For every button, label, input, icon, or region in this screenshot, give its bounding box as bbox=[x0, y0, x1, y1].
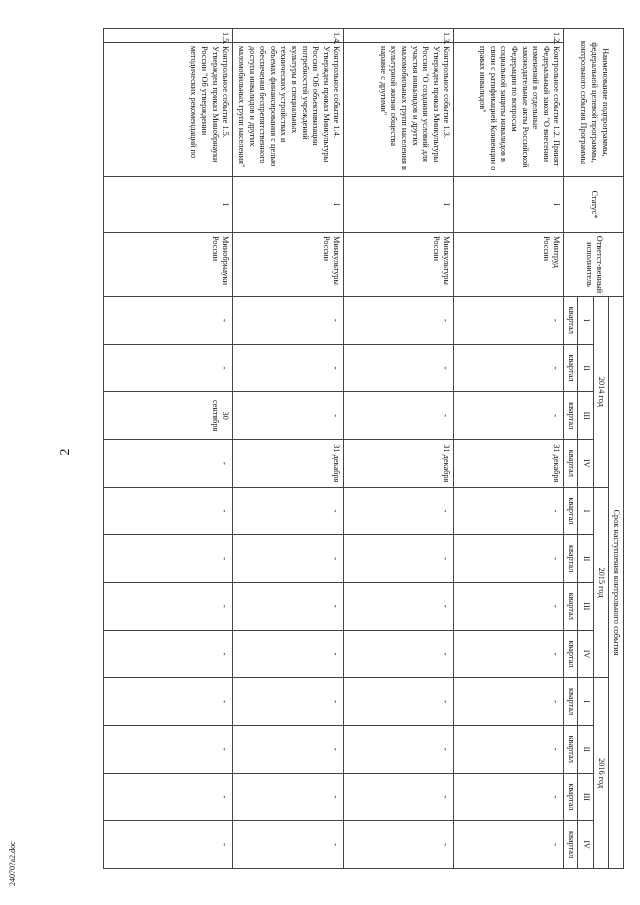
table-row bbox=[233, 29, 344, 869]
empty-cell: - bbox=[233, 392, 344, 440]
empty-cell: - bbox=[344, 678, 454, 726]
page-number: 2 bbox=[58, 448, 73, 456]
empty-cell: - bbox=[104, 630, 233, 678]
responsible-executor: Минтруд России bbox=[454, 233, 564, 297]
empty-cell: - bbox=[104, 439, 233, 487]
quarter-label: квартал bbox=[564, 630, 578, 678]
quarter-number: I bbox=[578, 678, 594, 726]
empty-cell: - bbox=[233, 725, 344, 773]
empty-cell: - bbox=[104, 297, 233, 345]
empty-cell: - bbox=[344, 630, 454, 678]
col-name-header: Наименование подпрограммы, федеральной целевой программы, контрольного события Программы bbox=[564, 29, 624, 177]
empty-cell: - bbox=[104, 582, 233, 630]
empty-cell: - bbox=[454, 630, 564, 678]
empty-cell: - bbox=[344, 582, 454, 630]
table-body bbox=[104, 29, 564, 869]
event-name: Контрольное событие 1.3. Утвержден приказ Минкультуры России "О создании условий для участия инвалидов и других маломобильных групп населения в культурной жизни общества наравне с другими" bbox=[344, 43, 454, 177]
quarter-label: квартал bbox=[564, 678, 578, 726]
quarter-label: квартал bbox=[564, 725, 578, 773]
empty-cell: - bbox=[344, 344, 454, 392]
deadline-date: 31 декабря bbox=[233, 439, 344, 487]
year-header: 2016 год bbox=[594, 678, 609, 869]
responsible-executor: Минкультуры России bbox=[344, 233, 454, 297]
empty-cell: - bbox=[454, 725, 564, 773]
row-number: 1.4. bbox=[233, 29, 344, 43]
quarter-label: квартал bbox=[564, 535, 578, 583]
row-number: 1.3. bbox=[344, 29, 454, 43]
empty-cell: - bbox=[344, 535, 454, 583]
quarter-label: квартал bbox=[564, 297, 578, 345]
empty-cell: - bbox=[454, 678, 564, 726]
responsible-executor: Минобрнауки России bbox=[104, 233, 233, 297]
empty-cell: - bbox=[454, 535, 564, 583]
empty-cell: - bbox=[233, 344, 344, 392]
empty-cell: - bbox=[233, 535, 344, 583]
empty-cell: - bbox=[344, 821, 454, 869]
empty-cell: - bbox=[233, 678, 344, 726]
deadline-date: 31 декабря bbox=[454, 439, 564, 487]
event-name: Контрольное событие 1.4. Утвержден приказ Минкультуры России "Об объективизации потребностей учреждений культуры в специальных технических устройствах и объемах финансирования с целью обеспечения беспрепятственного доступа инвалидов и других маломобильных групп населения" bbox=[233, 43, 344, 177]
table-row bbox=[104, 29, 233, 869]
empty-cell: - bbox=[454, 392, 564, 440]
empty-cell: - bbox=[233, 630, 344, 678]
empty-cell: - bbox=[233, 582, 344, 630]
empty-cell: - bbox=[344, 487, 454, 535]
deadline-date: 31 декабря bbox=[344, 439, 454, 487]
quarter-label: квартал bbox=[564, 344, 578, 392]
quarter-number: III bbox=[578, 392, 594, 440]
empty-cell: - bbox=[104, 725, 233, 773]
quarter-label: квартал bbox=[564, 582, 578, 630]
empty-cell: - bbox=[104, 344, 233, 392]
quarter-label: квартал bbox=[564, 439, 578, 487]
event-status: I bbox=[233, 177, 344, 233]
empty-cell: - bbox=[233, 297, 344, 345]
empty-cell: - bbox=[233, 487, 344, 535]
empty-cell: - bbox=[233, 821, 344, 869]
empty-cell: - bbox=[344, 773, 454, 821]
deadline-date: 30 сентября bbox=[104, 392, 233, 440]
quarter-label: квартал bbox=[564, 487, 578, 535]
empty-cell: - bbox=[454, 582, 564, 630]
year-header: 2015 год bbox=[594, 487, 609, 678]
quarter-number: IV bbox=[578, 439, 594, 487]
deadline-header: Срок наступления контрольного события bbox=[609, 297, 624, 869]
empty-cell: - bbox=[454, 487, 564, 535]
event-status: I bbox=[104, 177, 233, 233]
document-footer-code: 24070?a2.doc bbox=[8, 841, 17, 886]
empty-cell: - bbox=[454, 821, 564, 869]
rotated-page-content bbox=[126, 28, 624, 868]
event-status: I bbox=[344, 177, 454, 233]
responsible-executor: Минкультуры России bbox=[233, 233, 344, 297]
quarter-number: II bbox=[578, 344, 594, 392]
table-header bbox=[564, 29, 624, 869]
quarter-number: IV bbox=[578, 630, 594, 678]
empty-cell: - bbox=[454, 297, 564, 345]
table-row bbox=[454, 29, 564, 869]
empty-cell: - bbox=[104, 678, 233, 726]
control-events-table bbox=[103, 28, 624, 869]
table-row bbox=[344, 29, 454, 869]
event-name: Контрольное событие 1.5. Утвержден приказ Минобрнауки России "Об утверждении методических рекомендаций по bbox=[104, 43, 233, 177]
quarter-number: II bbox=[578, 535, 594, 583]
quarter-number: III bbox=[578, 773, 594, 821]
empty-cell: - bbox=[344, 725, 454, 773]
empty-cell: - bbox=[454, 773, 564, 821]
quarter-number: III bbox=[578, 582, 594, 630]
quarter-number: IV bbox=[578, 821, 594, 869]
row-number: 1.2. bbox=[454, 29, 564, 43]
row-number: 1.5. bbox=[104, 29, 233, 43]
col-status-header: Статус* bbox=[564, 177, 624, 233]
col-responsible-header: Ответст-венный исполнитель bbox=[564, 233, 624, 297]
year-header: 2014 год bbox=[594, 297, 609, 488]
quarter-number: I bbox=[578, 487, 594, 535]
quarter-label: квартал bbox=[564, 773, 578, 821]
empty-cell: - bbox=[104, 535, 233, 583]
event-status: I bbox=[454, 177, 564, 233]
empty-cell: - bbox=[233, 773, 344, 821]
quarter-label: квартал bbox=[564, 392, 578, 440]
quarter-number: I bbox=[578, 297, 594, 345]
empty-cell: - bbox=[104, 773, 233, 821]
empty-cell: - bbox=[104, 487, 233, 535]
empty-cell: - bbox=[454, 344, 564, 392]
empty-cell: - bbox=[344, 297, 454, 345]
quarter-number: II bbox=[578, 725, 594, 773]
quarter-label: квартал bbox=[564, 821, 578, 869]
empty-cell: - bbox=[104, 821, 233, 869]
empty-cell: - bbox=[344, 392, 454, 440]
event-name: Контрольное событие 1.2. Принят Федеральный закон "О внесении изменений в отдельные законодательные акты Российской Федерации по вопросам социальной защиты инвалидов в связи с ратификацией Конвенции о правах инвалидов" bbox=[454, 43, 564, 177]
